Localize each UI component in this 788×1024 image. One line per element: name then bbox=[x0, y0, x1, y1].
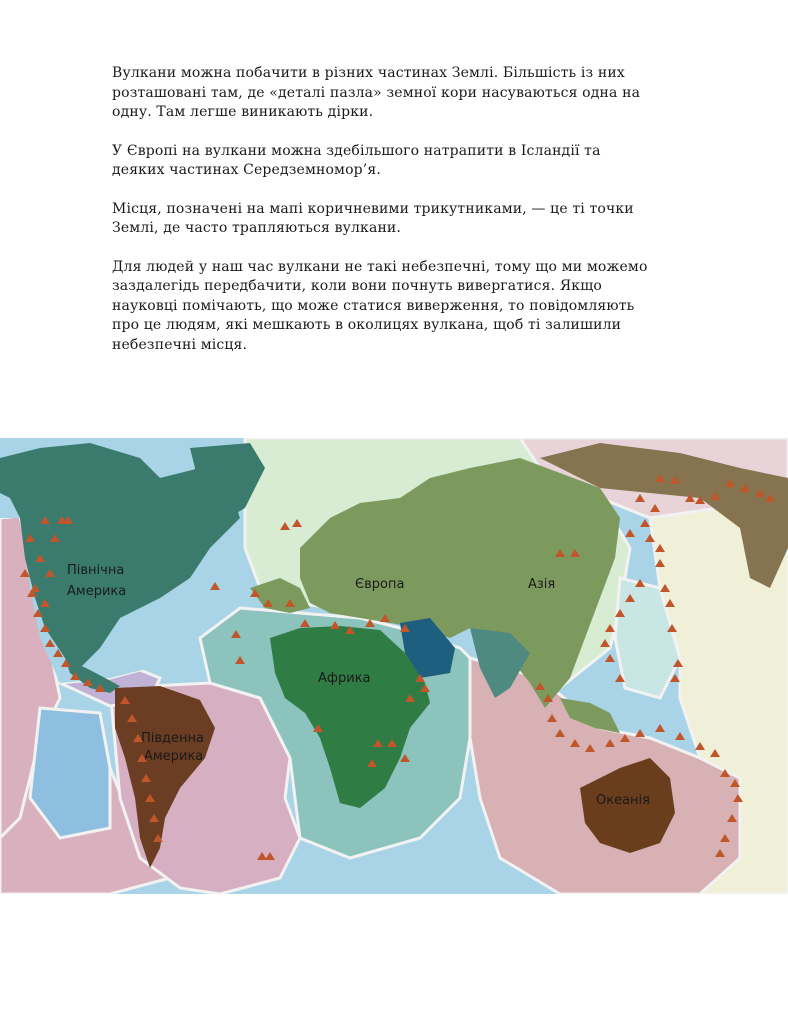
label-asia: Азія bbox=[528, 577, 556, 592]
article-text bbox=[112, 64, 672, 374]
label-north-america-2: Америка bbox=[67, 584, 127, 599]
label-south-america-2: Америка bbox=[144, 749, 204, 764]
paragraph-1: Вулкани можна побачити в різних частинах Землі. Більшість із них розташовані там, де «деталі пазла» земної кори насуваються одна на одну. Там легше виникають дірки. bbox=[112, 65, 641, 120]
paragraph-4: Для людей у наш час вулкани не такі небезпечні, тому що ми можемо заздалегідь передбачити, коли вони почнуть вивергатися. Якщо науковці помічають, що може статися виверження, то повідомляють про це людям, які мешкають в околицях вулкана, щоб ті залишили небезпечні місця. bbox=[112, 258, 648, 353]
volcano-world-map bbox=[0, 438, 788, 894]
label-europe: Європа bbox=[355, 577, 405, 592]
label-south-america-1: Південна bbox=[141, 731, 205, 746]
label-north-america-1: Північна bbox=[67, 563, 125, 578]
label-oceania: Океанія bbox=[596, 793, 650, 808]
label-africa: Африка bbox=[318, 671, 371, 686]
paragraph-3: Місця, позначені на мапі коричневими трикутниками, — це ті точки Землі, де часто трапляються вулкани. bbox=[112, 200, 634, 236]
paragraph-2: У Європі на вулкани можна здебільшого натрапити в Ісландії та деяких частинах Середземномор’я. bbox=[112, 142, 601, 178]
